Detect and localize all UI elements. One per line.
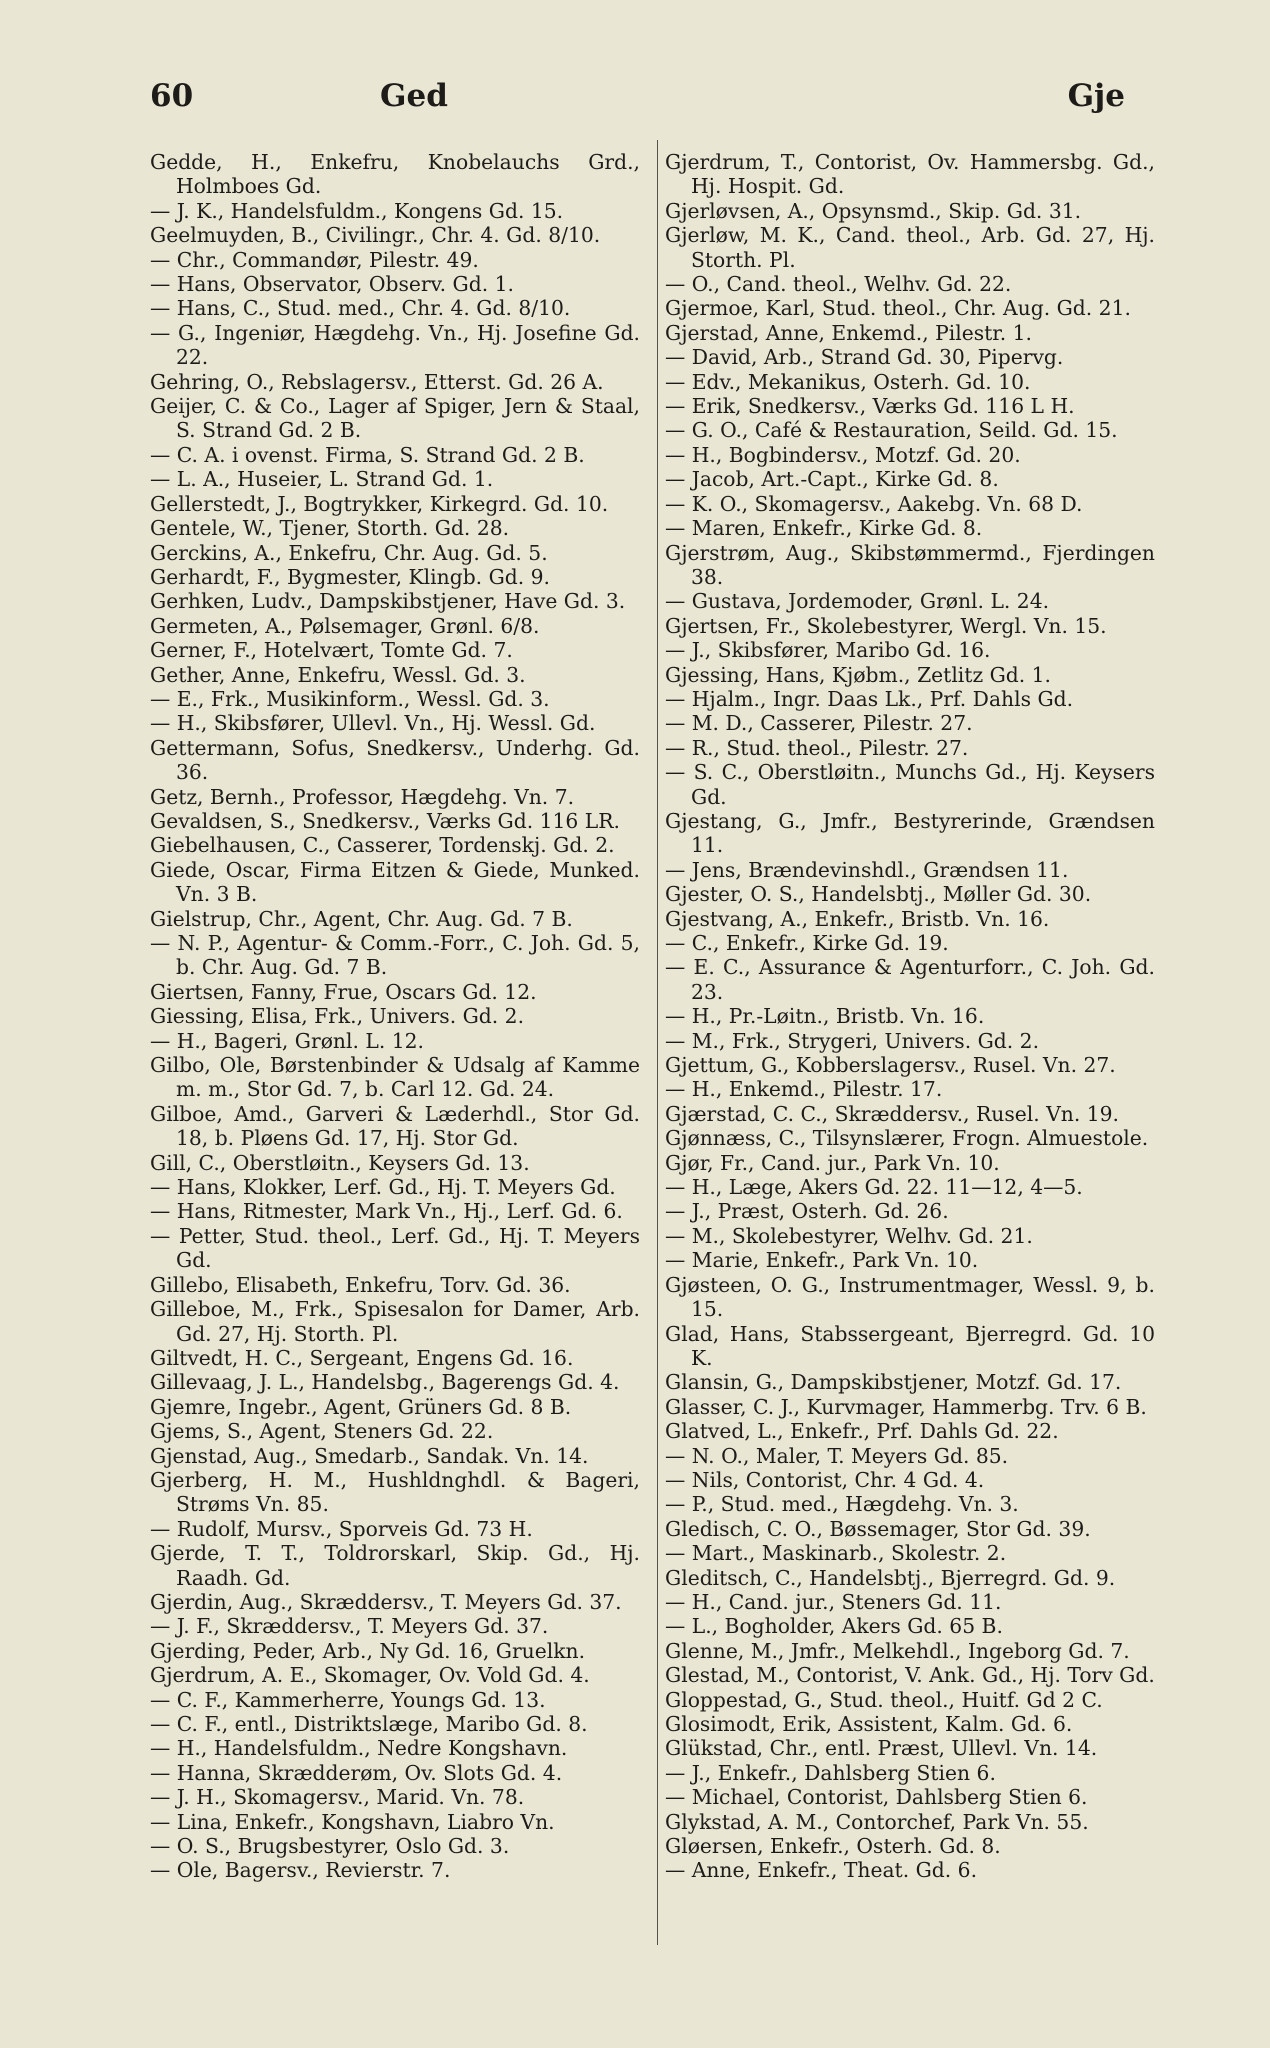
directory-entry: — H., Skibsfører, Ullevl. Vn., Hj. Wessl. Gd.	[150, 711, 596, 736]
directory-entry: — H., Bogbindersv., Motzf. Gd. 20.	[665, 442, 1021, 467]
directory-entry: — C., Enkefr., Kirke Gd. 19.	[665, 931, 949, 955]
directory-entry: — C. A. i ovenst. Firma, S. Strand Gd. 2 B.	[150, 442, 585, 467]
directory-entry: Glasser, C. J., Kurvmager, Hammerbg. Trv. 6 B.	[665, 1394, 1147, 1419]
directory-entry: — Hjalm., Ingr. Daas Lk., Prf. Dahls Gd.	[665, 686, 1074, 711]
directory-entry: — S. C., Oberstløitn., Munchs Gd., Hj. Keysers Gd.	[665, 760, 1155, 809]
directory-entry: Gevaldsen, S., Snedkersv., Værks Gd. 116 LR.	[150, 808, 620, 833]
left-running-head: Ged	[380, 78, 448, 114]
directory-entry: Getz, Bernh., Professor, Hægdehg. Vn. 7.	[150, 784, 575, 809]
directory-entry: — David, Arb., Strand Gd. 30, Pipervg.	[665, 345, 1064, 370]
directory-entry: Gjestang, G., Jmfr., Bestyrerinde, Grændsen 11.	[665, 808, 1155, 858]
directory-entry: Gjertsen, Fr., Skolebestyrer, Wergl. Vn. 15.	[665, 613, 1107, 638]
directory-entry: — O., Cand. theol., Welhv. Gd. 22.	[665, 272, 1012, 297]
directory-entry: Gjerdrum, A. E., Skomager, Ov. Vold Gd. 4.	[150, 1663, 590, 1688]
directory-entry: — Marie, Enkefr., Park Vn. 10.	[665, 1248, 979, 1273]
directory-entry: Gentele, W., Tjener, Storth. Gd. 28.	[150, 516, 510, 541]
directory-entry: — H., Handelsfuldm., Nedre Kongshavn.	[150, 1736, 568, 1761]
directory-entry: Gjerløvsen, A., Opsynsmd., Skip. Gd. 31.	[665, 198, 1082, 223]
directory-entry: — Hans, Klokker, Lerf. Gd., Hj. T. Meyers Gd.	[150, 1175, 616, 1200]
directory-entry: — Jacob, Art.-Capt., Kirke Gd. 8.	[665, 467, 999, 492]
directory-entry: — Lina, Enkefr., Kongshavn, Liabro Vn.	[150, 1809, 555, 1834]
directory-entry: Gjems, S., Agent, Steners Gd. 22.	[150, 1419, 494, 1444]
directory-entry: — H., Læge, Akers Gd. 22. 11—12, 4—5.	[665, 1175, 1083, 1200]
directory-entry: — G. O., Café & Restauration, Seild. Gd. 15.	[665, 418, 1118, 443]
directory-entry: Glestad, M., Contorist, V. Ank. Gd., Hj. Torv Gd.	[665, 1663, 1155, 1688]
directory-entry: — H., Cand. jur., Steners Gd. 11.	[665, 1589, 1002, 1614]
directory-entry: Gjermoe, Karl, Stud. theol., Chr. Aug. Gd. 21.	[665, 296, 1131, 321]
directory-entry: Gløersen, Enkefr., Osterh. Gd. 8.	[665, 1834, 1001, 1859]
directory-entry: Gjerde, T. T., Toldrorskarl, Skip. Gd., Hj. Raadh. Gd.	[150, 1541, 640, 1590]
directory-entry: — O. S., Brugsbestyrer, Oslo Gd. 3.	[150, 1834, 510, 1859]
directory-entry: — N. O., Maler, T. Meyers Gd. 85.	[665, 1443, 1009, 1468]
directory-entry: Gjerding, Peder, Arb., Ny Gd. 16, Gruelkn.	[150, 1638, 586, 1663]
directory-entry: Gill, C., Oberstløitn., Keysers Gd. 13.	[150, 1150, 530, 1175]
directory-entry: Gerner, F., Hotelvært, Tomte Gd. 7.	[150, 638, 513, 663]
directory-entry: — Jens, Brændevinshdl., Grændsen 11.	[665, 857, 1069, 882]
directory-entry: — N. P., Agentur- & Comm.-Forr., C. Joh. Gd. 5, b. Chr. Aug. Gd. 7 B.	[150, 931, 640, 980]
directory-entry: — J. H., Skomagersv., Marid. Vn. 78.	[150, 1785, 525, 1810]
directory-entry: Geelmuyden, B., Civilingr., Chr. 4. Gd. 8/10.	[150, 223, 601, 248]
directory-entry: Glykstad, A. M., Contorchef, Park Vn. 55.	[665, 1809, 1089, 1834]
directory-entry: Gjerløw, M. K., Cand. theol., Arb. Gd. 27, Hj. Storth. Pl.	[665, 223, 1155, 272]
directory-entry: — Hans, Observator, Observ. Gd. 1.	[150, 272, 514, 297]
directory-entry: — H., Pr.-Løitn., Bristb. Vn. 16.	[665, 1004, 985, 1029]
directory-entry: Gerhken, Ludv., Dampskibstjener, Have Gd. 3.	[150, 589, 626, 614]
directory-entry: — M., Skolebestyrer, Welhv. Gd. 21.	[665, 1223, 1033, 1248]
directory-entry: Gjønnæss, C., Tilsynslærer, Frogn. Almuestole.	[665, 1126, 1149, 1151]
right-running-head: Gje	[1067, 78, 1125, 114]
directory-entry: — L. A., Huseier, L. Strand Gd. 1.	[150, 467, 494, 492]
directory-entry: — M. D., Casserer, Pilestr. 27.	[665, 711, 973, 736]
directory-entry: — Edv., Mekanikus, Osterh. Gd. 10.	[665, 369, 1031, 394]
directory-entry: Gloppestad, G., Stud. theol., Huitf. Gd 2 C.	[665, 1687, 1103, 1712]
directory-entry: Gillevaag, J. L., Handelsbg., Bagerengs Gd. 4.	[150, 1370, 620, 1395]
directory-entry: — Erik, Snedkersv., Værks Gd. 116 L H.	[665, 394, 1075, 419]
directory-entry: Glansin, G., Dampskibstjener, Motzf. Gd. 17.	[665, 1370, 1122, 1395]
right-column	[665, 150, 1155, 1883]
directory-entry: — Maren, Enkefr., Kirke Gd. 8.	[665, 516, 983, 541]
directory-entry: — R., Stud. theol., Pilestr. 27.	[665, 735, 969, 760]
directory-entry: Giessing, Elisa, Frk., Univers. Gd. 2.	[150, 1004, 525, 1029]
directory-entry: — J., Skibsfører, Maribo Gd. 16.	[665, 638, 991, 663]
directory-entry: Gjestvang, A., Enkefr., Bristb. Vn. 16.	[665, 906, 1050, 931]
directory-entry: — Hans, C., Stud. med., Chr. 4. Gd. 8/10.	[150, 296, 571, 321]
column-divider	[657, 140, 658, 1945]
directory-entry: Gedde, H., Enkefru, Knobelauchs Grd., Holmboes Gd.	[150, 150, 640, 199]
directory-entry: — E., Frk., Musikinform., Wessl. Gd. 3.	[150, 686, 550, 711]
directory-entry: Gettermann, Sofus, Snedkersv., Underhg. Gd. 36.	[150, 735, 640, 785]
directory-entry: — Nils, Contorist, Chr. 4 Gd. 4.	[665, 1467, 985, 1492]
directory-entry: — Anne, Enkefr., Theat. Gd. 6.	[665, 1858, 978, 1883]
directory-entry: — J., Præst, Osterh. Gd. 26.	[665, 1199, 949, 1224]
directory-entry: — E. C., Assurance & Agenturforr., C. Joh. Gd. 23.	[665, 955, 1155, 1004]
directory-entry: Gjester, O. S., Handelsbtj., Møller Gd. 30.	[665, 882, 1092, 907]
directory-entry: Gjøsteen, O. G., Instrumentmager, Wessl. 9, b. 15.	[665, 1272, 1155, 1322]
directory-entry: Giede, Oscar, Firma Eitzen & Giede, Munked. Vn. 3 B.	[150, 857, 640, 907]
directory-entry: Gilleboe, M., Frk., Spisesalon for Damer, Arb. Gd. 27, Hj. Storth. Pl.	[150, 1297, 640, 1346]
directory-entry: Giltvedt, H. C., Sergeant, Engens Gd. 16.	[150, 1345, 574, 1370]
directory-entry: Gjør, Fr., Cand. jur., Park Vn. 10.	[665, 1150, 1000, 1175]
directory-entry: — H., Bageri, Grønl. L. 12.	[150, 1028, 424, 1053]
directory-entry: — L., Bogholder, Akers Gd. 65 B.	[665, 1614, 1003, 1639]
directory-entry: Glosimodt, Erik, Assistent, Kalm. Gd. 6.	[665, 1712, 1073, 1736]
directory-entry: — C. F., Kammerherre, Youngs Gd. 13.	[150, 1687, 546, 1712]
page-number: 60	[150, 78, 194, 114]
directory-entry: Gjerstad, Anne, Enkemd., Pilestr. 1.	[665, 320, 1032, 345]
directory-entry: Gillebo, Elisabeth, Enkefru, Torv. Gd. 36.	[150, 1272, 571, 1297]
directory-entry: Gjerdin, Aug., Skræddersv., T. Meyers Gd. 37.	[150, 1589, 622, 1614]
directory-entry: Gehring, O., Rebslagersv., Etterst. Gd. 26 A.	[150, 369, 604, 394]
directory-entry: — K. O., Skomagersv., Aakebg. Vn. 68 D.	[665, 491, 1083, 516]
directory-entry: — Mart., Maskinarb., Skolestr. 2.	[665, 1541, 1007, 1566]
directory-entry: Geijer, C. & Co., Lager af Spiger, Jern & Staal, S. Strand Gd. 2 B.	[150, 394, 640, 443]
page-header	[150, 78, 1125, 120]
directory-entry: — J. K., Handelsfuldm., Kongens Gd. 15.	[150, 198, 564, 223]
directory-entry: Gleditsch, C., Handelsbtj., Bjerregrd. Gd. 9.	[665, 1565, 1116, 1590]
directory-entry: Gjerdrum, T., Contorist, Ov. Hammersbg. Gd., Hj. Hospit. Gd.	[665, 150, 1155, 199]
directory-entry: Germeten, A., Pølsemager, Grønl. 6/8.	[150, 613, 540, 638]
directory-entry: Glükstad, Chr., entl. Præst, Ullevl. Vn. 14.	[665, 1736, 1098, 1761]
directory-entry: Gether, Anne, Enkefru, Wessl. Gd. 3.	[150, 662, 526, 687]
directory-entry: — Petter, Stud. theol., Lerf. Gd., Hj. T. Meyers Gd.	[150, 1223, 640, 1273]
directory-entry: Glad, Hans, Stabssergeant, Bjerregrd. Gd. 10 K.	[665, 1321, 1155, 1370]
directory-entry: — H., Enkemd., Pilestr. 17.	[665, 1077, 943, 1102]
directory-entry: — J. F., Skræddersv., T. Meyers Gd. 37.	[150, 1614, 549, 1639]
directory-entry: Giertsen, Fanny, Frue, Oscars Gd. 12.	[150, 979, 537, 1004]
directory-entry: Gjessing, Hans, Kjøbm., Zetlitz Gd. 1.	[665, 662, 1052, 687]
directory-entry: Gerhardt, F., Bygmester, Klingb. Gd. 9.	[150, 564, 550, 589]
directory-entry: Gerckins, A., Enkefru, Chr. Aug. Gd. 5.	[150, 540, 548, 565]
directory-entry: — Rudolf, Mursv., Sporveis Gd. 73 H.	[150, 1516, 533, 1541]
directory-entry: Gjærstad, C. C., Skræddersv., Rusel. Vn. 19.	[665, 1101, 1119, 1126]
directory-entry: Gjettum, G., Kobberslagersv., Rusel. Vn. 27.	[665, 1053, 1116, 1078]
directory-entry: — C. F., entl., Distriktslæge, Maribo Gd. 8.	[150, 1712, 588, 1736]
directory-entry: Gilbo, Ole, Børstenbinder & Udsalg af Kamme m. m., Stor Gd. 7, b. Carl 12. Gd. 24.	[150, 1053, 640, 1102]
directory-entry: — Gustava, Jordemoder, Grønl. L. 24.	[665, 589, 1050, 614]
directory-entry: Gjerstrøm, Aug., Skibstømmermd., Fjerdingen 38.	[665, 540, 1155, 589]
directory-entry: Gjemre, Ingebr., Agent, Grüners Gd. 8 B.	[150, 1394, 572, 1419]
directory-entry: — Michael, Contorist, Dahlsberg Stien 6.	[665, 1785, 1088, 1810]
directory-entry: — J., Enkefr., Dahlsberg Stien 6.	[665, 1760, 996, 1785]
directory-entry: Gjenstad, Aug., Smedarb., Sandak. Vn. 14.	[150, 1443, 589, 1468]
directory-entry: Glenne, M., Jmfr., Melkehdl., Ingeborg Gd. 7.	[665, 1638, 1130, 1663]
directory-entry: — Chr., Commandør, Pilestr. 49.	[150, 247, 479, 272]
directory-entry: — Hanna, Skrædderøm, Ov. Slots Gd. 4.	[150, 1760, 563, 1785]
directory-entry: Glatved, L., Enkefr., Prf. Dahls Gd. 22.	[665, 1419, 1059, 1444]
directory-entry: — M., Frk., Strygeri, Univers. Gd. 2.	[665, 1028, 1040, 1053]
left-column	[150, 150, 640, 1883]
directory-entry: — Hans, Ritmester, Mark Vn., Hj., Lerf. Gd. 6.	[150, 1199, 623, 1224]
directory-entry: — G., Ingeniør, Hægdehg. Vn., Hj. Josefine Gd. 22.	[150, 320, 640, 370]
directory-entry: Gilboe, Amd., Garveri & Læderhdl., Stor Gd. 18, b. Pløens Gd. 17, Hj. Stor Gd.	[150, 1101, 640, 1151]
directory-entry: — P., Stud. med., Hægdehg. Vn. 3.	[665, 1492, 1019, 1517]
directory-entry: Gellerstedt, J., Bogtrykker, Kirkegrd. Gd. 10.	[150, 491, 609, 516]
directory-entry: Gledisch, C. O., Bøssemager, Stor Gd. 39.	[665, 1516, 1091, 1541]
directory-entry: Giebelhausen, C., Casserer, Tordenskj. Gd. 2.	[150, 833, 615, 858]
directory-entry: Gielstrup, Chr., Agent, Chr. Aug. Gd. 7 B.	[150, 906, 573, 931]
directory-entry: — Ole, Bagersv., Revierstr. 7.	[150, 1858, 451, 1883]
directory-entry: Gjerberg, H. M., Hushldnghdl. & Bageri, Strøms Vn. 85.	[150, 1467, 640, 1517]
